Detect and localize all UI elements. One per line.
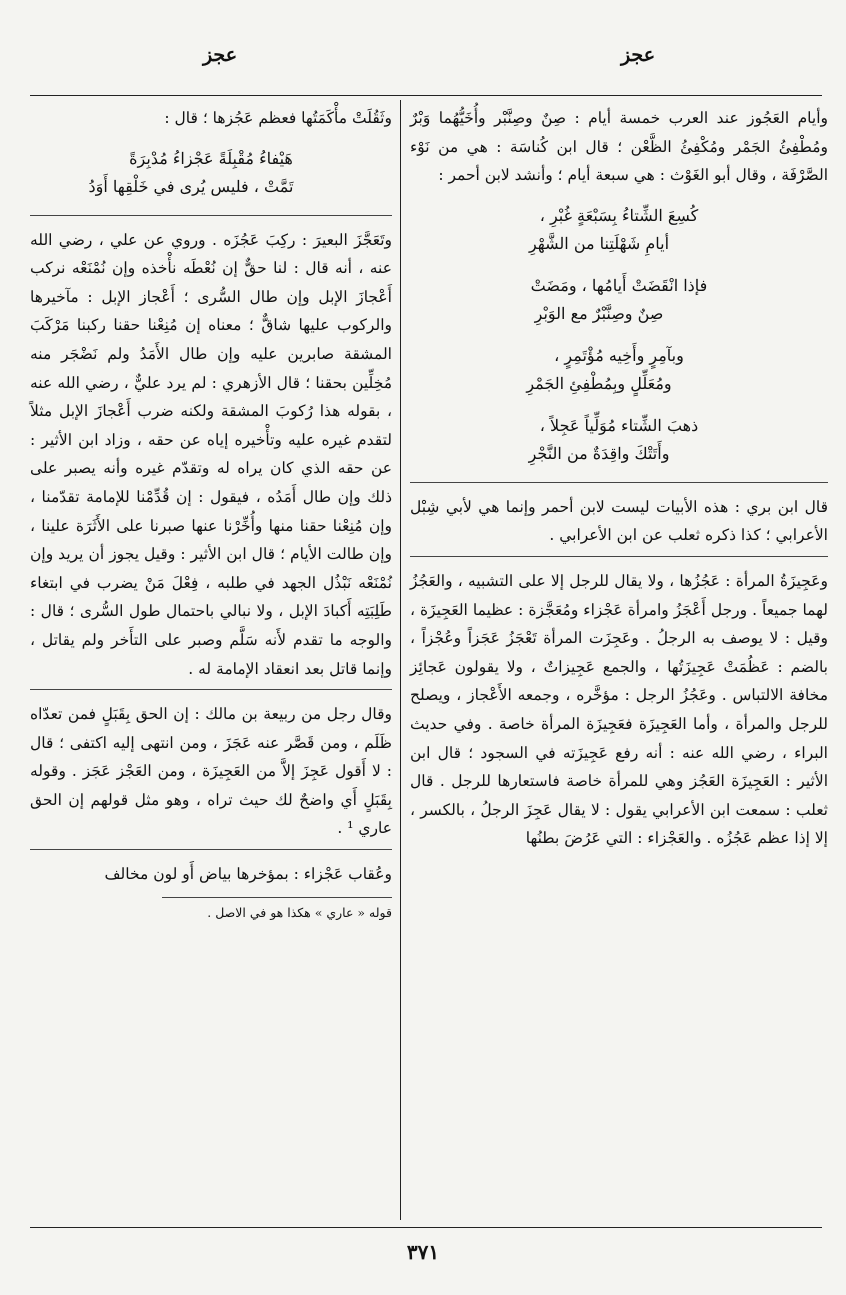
header-word-right: عجز (620, 44, 656, 66)
paragraph: وقال رجل من ربيعة بن مالك : إن الحق بِقَبَلٍ فمن تعدّاه ظَلَم ، ومن قَصَّر عنه عَجَزَ ، ومن انتهى إليه اكتفى ؛ قال : لا أَقول عَجِزَ إلاَّ من العَجِيزَة ، ومن العَجْز عَجَز . وقوله بِقَبَلٍ أَي واضحٌ لك حيث تراه ، وهو مثل قولهم إن الحق عاري ¹ . (30, 705, 392, 838)
section-divider (30, 215, 392, 216)
paragraph: قال ابن بري : هذه الأبيات ليست لابن أحمر وإنما هي لأبي شِبْل الأعرابي ؛ كذا ذكره ثعلب عن ابن الأعرابي . (410, 497, 828, 545)
paragraph: وثَقُلَتْ مأْكَمَتُها فعظم عَجُزها ؛ قال : (164, 109, 392, 127)
section-divider (30, 849, 392, 850)
verse-line: هَيْفاءُ مُقْبِلَةً عَجْزاءُ مُدْبِرَةً (129, 148, 293, 168)
paragraph: وأيام العَجُوز عند العرب خمسة أيام : صِنٌ وصِنَّبْر وأُخَيُّهُما وَبْرٌ ومُطْفِئُ الجَمْر ومُكْفِئُ الظَّعْن ؛ قال ابن كُناسَة : هي من نَوْء الصَّرْفَة ، وقال أبو الغَوْث : هي سبعة أيام ؛ وأنشد لابن أحمر : (410, 109, 828, 185)
footnote-rule (162, 897, 392, 898)
section-divider (410, 482, 828, 483)
verse-line: فإذا انْقَضَتْ أَيامُها ، ومَضَتْ (530, 275, 708, 295)
column-divider (400, 100, 401, 1220)
verse-block (410, 202, 828, 258)
paragraph: وتَعَجَّزَ البعيرَ : ركِبَ عَجُزَه . وروي عن علي ، رضي الله عنه ، أنه قال : لنا حقٌّ إن نُعْطَه نأْخذه وإن نُمْنَعْه نركب أَعْجازَ الإبل وإن طال السُّرى ؛ أَعْجاز الإبل : مآخيرها والركوب عليها شاقٌّ ؛ معناه إن مُنِعْنا حقنا ركبنا مَرْكَبَ المشقة صابرين عليه وإن طال الأَمَدُ ولم نَضْجَر منه مُخِلِّين بحقنا ؛ قال الأزهري : لم يرد عليٌّ ، رضي الله عنه ، بقوله هذا رُكوبَ المشقة ولكنه ضرب أَعْجازَ الإبل مثلاً لتقدم غيره عليه وتأْخيره إياه عن حقه ، وزاد ابن الأثير : عن حقه الذي كان يراه له وتقدّم غيره وأنه يصبر على ذلك وإن طال أَمَدُه ، فيقول : إن قُدِّمْنا للإمامة تقدّمنا ، وإن مُنِعْنا حقنا منها وأُخِّرْنا عنها صبرنا على الأَثَرَة علينا ، وإن طالت الأيام ؛ قال ابن الأثير : وقيل يجوز أن يريد وإن نُمْنَعْه نَبْذُل الجهد في طلبه ، فِعْلَ مَنْ يضرب في ابتغاء طَلِبَتِه أَكبادَ الإبل ، ولا نبالي باحتمال طول السُّرى ؛ قال : والوجه ما تقدم لأَنه سَلَّم وصبر على التأَخر ولم يقاتل ، وإنما قاتل بعد انعقاد الإمامة له . (30, 230, 392, 678)
verse-line: وبآمِرٍ وأَخِيه مُؤْتَمِرٍ ، (554, 345, 684, 365)
verse-line: وأَتَتْكَ واقِدَةٌ من النَّجْرِ (528, 443, 670, 463)
verse-line: أيامِ شَهْلَتِنا من الشَّهْرِ (528, 233, 670, 253)
bottom-rule (30, 1227, 822, 1228)
right-column (410, 104, 828, 855)
footnote: قوله « عاري » هكذا هو في الاصل . (207, 904, 392, 920)
paragraph: وعُقاب عَجْزاء : بمؤخرها بياض أَو لون مخالف (104, 865, 392, 884)
section-divider (410, 556, 828, 557)
verse-line: صِنٌ وصِنَّبْرٌ مع الوَبْرِ (534, 303, 664, 323)
verse-line: كُسِعَ الشِّتاءُ بِسَبْعَةٍ غُبْرِ ، (539, 205, 699, 225)
section-divider (30, 689, 392, 690)
verse-block (30, 145, 392, 201)
header-word-left: عجز (202, 44, 238, 66)
verse-line: ذهبَ الشِّتاء مُوَلِّياً عَجِلاً ، (539, 415, 699, 435)
verse-line: ومُعَلِّلٍ وبِمُطْفِئِ الجَمْرِ (526, 373, 672, 393)
verse-block (410, 342, 828, 398)
verse-line: تَمَّتْ ، فليس يُرى في خَلْقِها أَوَدُ (88, 176, 294, 196)
paragraph: وعَجِيزَةُ المرأة : عَجُزُها ، ولا يقال للرجل إلا على التشبيه ، والعَجُزُ لهما جميعاً . ورجل أَعْجَزُ وامرأة عَجْزاء ومُعَجَّزة : عظيما العَجِيزَة ، وقيل : لا يوصف به الرجلُ . وعَجِزَت المرأة تَعْجَزُ عَجَزاً وعُجْزاً ، بالضم : عَظُمَتْ عَجِيزَتُها ، والجمع عَجِيزاتٌ ، ولا يقولون عَجائِز مخافة الالتباس . وعَجُزُ الرجل : مؤخَّره ، وجمعه الأَعْجاز ، ويصلح للرجل والمرأة ، وأما العَجِيزَة فعَجِيزَة المرأة خاصة . وفي حديث البراء ، رضي الله عنه : أنه رفع عَجِيزَته في السجود ؛ قال ابن الأثير : العَجِيزَة العَجُز وهي للمرأة خاصة فاستعارها للرجل . قال ثعلب : سمعت ابن الأعرابي يقول : لا يقال عَجِزَ الرجلُ ، بالكسر ، إلا إذا عظم عَجُزُه . والعَجْزاء : التي عَرُضَ بطنُها (410, 571, 828, 848)
top-rule (30, 95, 822, 96)
verse-block (410, 412, 828, 468)
verse-block (410, 272, 828, 328)
page-number: ٣٧١ (406, 1240, 440, 1264)
left-column (30, 104, 392, 924)
